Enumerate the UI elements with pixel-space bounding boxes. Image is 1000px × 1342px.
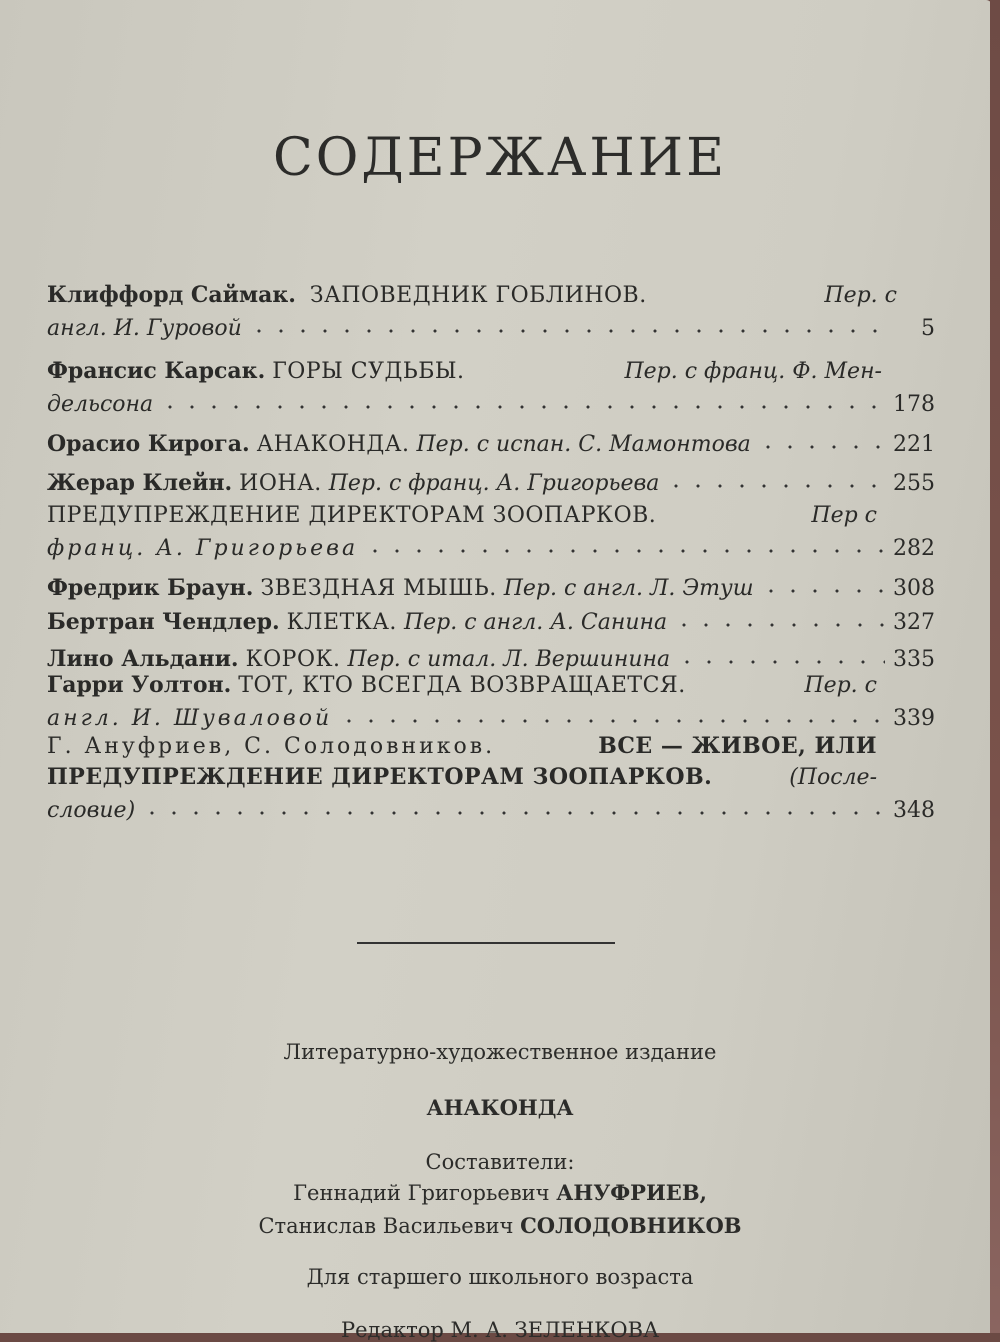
- toc-leader-dots: [757, 427, 885, 451]
- imprint-compiler-1: [0, 1180, 1000, 1205]
- compiler-2-surname: СОЛОДОВНИКОВ: [520, 1213, 742, 1238]
- toc-translator: Пер. с испан. С. Мамонтова: [416, 432, 751, 457]
- toc-page-number: 335: [893, 647, 935, 672]
- toc-page-number: 348: [893, 798, 935, 823]
- toc-page-number: 178: [893, 392, 935, 417]
- toc-author: Орасио Кирога.: [47, 431, 250, 457]
- toc-translator: Пер. с англ. Л. Этуш: [503, 576, 754, 601]
- imprint-book-title: [0, 1095, 1000, 1120]
- toc-page-number: 282: [893, 536, 935, 561]
- toc-work-title: ПРЕДУПРЕЖДЕНИЕ ДИРЕКТОРАМ ЗООПАРКОВ.: [47, 764, 713, 790]
- imprint-compiler-2: [0, 1213, 1000, 1238]
- toc-translator: Пер. с: [804, 673, 877, 698]
- toc-work-title: ТОТ, КТО ВСЕГДА ВОЗВРАЩАЕТСЯ.: [238, 673, 686, 698]
- toc-page-number: 339: [893, 706, 935, 731]
- toc-author: Гарри Уолтон.: [47, 672, 232, 698]
- toc-entry: [47, 571, 935, 604]
- toc-translator: Пер. с франц. Ф. Мен-: [624, 359, 882, 384]
- toc-entry: [47, 670, 935, 734]
- toc-work-title: ВСЕ — ЖИВОЕ, ИЛИ: [598, 733, 877, 759]
- toc-work-title: ГОРЫ СУДЬБЫ.: [272, 359, 465, 384]
- toc-page-number: 308: [893, 576, 935, 601]
- toc-author: Клиффорд Саймак.: [47, 282, 296, 308]
- toc-leader-dots: [673, 605, 885, 629]
- toc-work-title: ИОНА.: [239, 471, 322, 496]
- toc-page-number: 327: [893, 610, 935, 635]
- toc-work-title: АНАКОНДА.: [256, 432, 410, 457]
- compiler-1-name: Геннадий Григорьевич: [293, 1181, 550, 1205]
- toc-entry: [47, 356, 935, 420]
- toc-translator: франц. А. Григорьева: [47, 536, 359, 561]
- toc-translator: Пер. с франц. А. Григорьева: [328, 471, 660, 496]
- compiler-1-surname: АНУФРИЕВ,: [556, 1180, 707, 1205]
- imprint-compilers-label: Составители:: [425, 1150, 575, 1174]
- toc-work-title: КОРОК.: [245, 647, 341, 672]
- toc-leader-dots: [676, 642, 885, 666]
- toc-translator: Пер. с итал. Л. Вершинина: [347, 647, 671, 672]
- toc-page-number: 255: [893, 471, 935, 496]
- toc-leader-dots: [141, 793, 885, 817]
- toc-entry: [47, 731, 935, 826]
- toc-author: Франсис Карсак.: [47, 358, 266, 384]
- toc-leader-dots: [338, 701, 885, 725]
- compiler-2-name: Станислав Васильевич: [258, 1214, 514, 1238]
- imprint-type: Литературно-художественное издание: [283, 1040, 717, 1064]
- toc-author: Г. Ануфриев, С. Солодовников.: [47, 734, 496, 759]
- toc-entry: [47, 466, 935, 499]
- toc-work-title: ПРЕДУПРЕЖДЕНИЕ ДИРЕКТОРАМ ЗООПАРКОВ.: [47, 503, 657, 528]
- toc-translator: Пер. с: [824, 283, 897, 308]
- toc-work-title: ЗВЕЗДНАЯ МЫШЬ.: [260, 576, 497, 601]
- toc-page-number: 5: [921, 316, 935, 341]
- toc-author: Бертран Чендлер.: [47, 609, 280, 635]
- toc-author: Жерар Клейн.: [47, 470, 233, 496]
- toc-translator: дельсона: [47, 392, 154, 417]
- imprint-editor: Редактор М. А. ЗЕЛЕНКОВА: [340, 1318, 659, 1342]
- page-title: СОДЕРЖАНИЕ: [272, 128, 728, 188]
- toc-leader-dots: [760, 571, 885, 595]
- toc-translator: Пер с: [811, 503, 877, 528]
- imprint-audience: Для старшего школьного возраста: [306, 1265, 694, 1289]
- toc-page-number: 221: [893, 432, 935, 457]
- toc-entry: [47, 280, 935, 344]
- toc-leader-dots: [665, 466, 885, 490]
- toc-translator: англ. И. Шуваловой: [47, 706, 333, 731]
- divider-line: [357, 942, 615, 944]
- toc-leader-dots: [248, 311, 885, 335]
- toc-note: словие): [47, 798, 136, 823]
- toc-work-title: КЛЕТКА.: [286, 610, 397, 635]
- toc-leader-dots: [364, 531, 885, 555]
- book-cover-edge: [990, 0, 1000, 1333]
- toc-entry: [47, 500, 935, 564]
- toc-note: (После-: [789, 765, 877, 790]
- imprint-book-title-text: АНАКОНДА: [426, 1095, 574, 1120]
- toc-translator: англ. И. Гуровой: [47, 316, 242, 341]
- toc-leader-dots: [159, 387, 885, 411]
- toc-author: Фредрик Браун.: [47, 575, 254, 601]
- toc-work-title: ЗАПОВЕДНИК ГОБЛИНОВ.: [309, 283, 647, 308]
- toc-translator: Пер. с англ. А. Санина: [403, 610, 668, 635]
- toc-entry: [47, 605, 935, 638]
- toc-author: Лино Альдани.: [47, 646, 239, 672]
- toc-entry: [47, 427, 935, 460]
